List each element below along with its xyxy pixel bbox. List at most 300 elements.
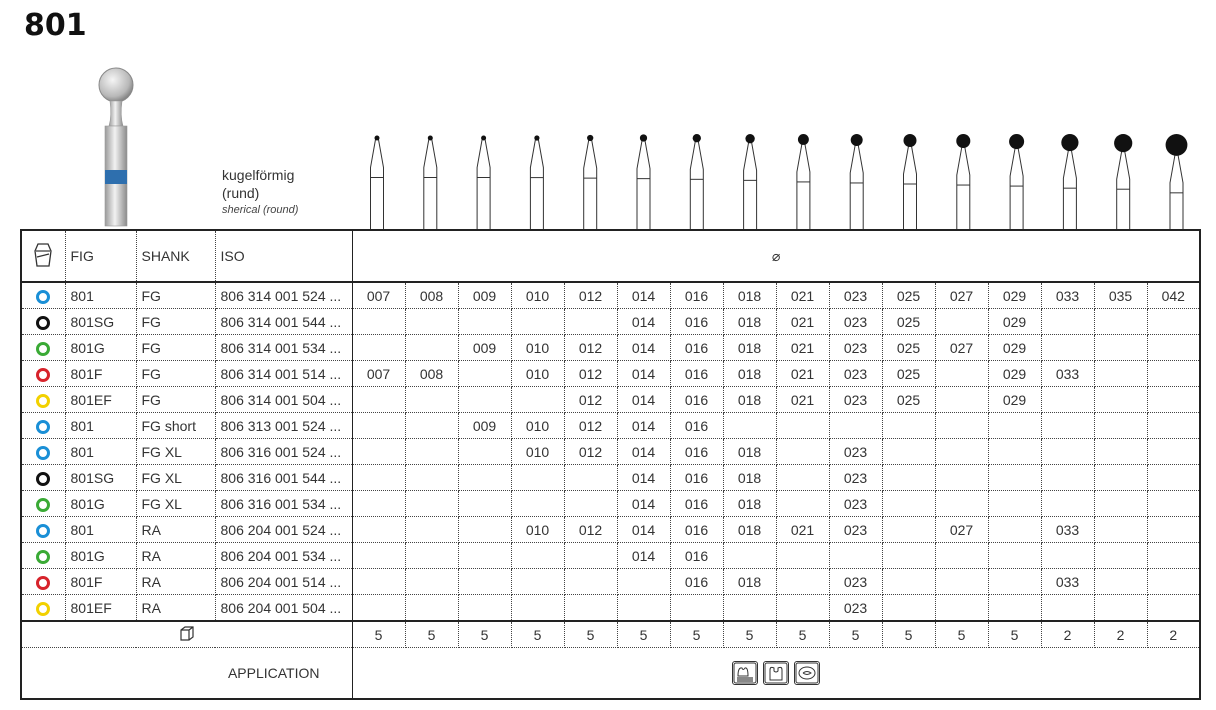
color-ring — [21, 569, 65, 595]
size-cell: 012 — [564, 439, 617, 465]
size-cell: 035 — [1094, 282, 1147, 309]
color-ring — [21, 387, 65, 413]
bur-illustration — [424, 136, 437, 230]
size-cell — [458, 543, 511, 569]
size-cell: 014 — [617, 282, 670, 309]
crown-icon — [763, 661, 789, 685]
size-cell: 014 — [617, 309, 670, 335]
size-cell — [1094, 491, 1147, 517]
size-cell: 016 — [670, 361, 723, 387]
size-cell — [935, 491, 988, 517]
size-cell — [935, 439, 988, 465]
color-ring — [21, 413, 65, 439]
size-cell: 025 — [882, 309, 935, 335]
size-cell: 016 — [670, 387, 723, 413]
size-cell — [776, 491, 829, 517]
size-cell — [1147, 517, 1200, 543]
size-cell: 009 — [458, 282, 511, 309]
size-cell — [1094, 569, 1147, 595]
size-cell — [935, 569, 988, 595]
description-german-2: (rund) — [222, 185, 260, 201]
pack-count-cell: 5 — [511, 621, 564, 648]
size-cell — [988, 595, 1041, 622]
table-row — [21, 439, 1200, 465]
product-table — [20, 229, 1201, 700]
size-cell — [564, 569, 617, 595]
size-cell — [1147, 465, 1200, 491]
size-cell — [458, 361, 511, 387]
size-cell — [670, 595, 723, 622]
fig-cell: 801G — [65, 335, 136, 361]
shank-cell: FG — [136, 335, 215, 361]
size-cell: 018 — [723, 282, 776, 309]
size-cell: 012 — [564, 517, 617, 543]
size-cell — [1147, 413, 1200, 439]
page-title: 801 — [24, 8, 87, 43]
fig-cell: 801EF — [65, 387, 136, 413]
color-ring — [21, 361, 65, 387]
size-cell: 023 — [829, 309, 882, 335]
size-cell: 014 — [617, 517, 670, 543]
bur-illustration — [530, 135, 543, 229]
size-cell: 016 — [670, 413, 723, 439]
pack-count-cell: 5 — [829, 621, 882, 648]
size-cell — [1147, 309, 1200, 335]
pack-count-cell: 5 — [935, 621, 988, 648]
size-cell — [458, 569, 511, 595]
size-cell: 010 — [511, 413, 564, 439]
size-cell: 042 — [1147, 282, 1200, 309]
size-cell: 021 — [776, 282, 829, 309]
size-cell — [511, 465, 564, 491]
size-cell — [776, 413, 829, 439]
size-cell — [352, 335, 405, 361]
size-cell — [405, 335, 458, 361]
size-cell — [511, 491, 564, 517]
bur-illustration — [797, 134, 810, 229]
table-row — [21, 491, 1200, 517]
size-cell — [988, 569, 1041, 595]
color-ring-icon — [36, 472, 50, 486]
size-cell: 029 — [988, 387, 1041, 413]
bur-illustration — [1114, 134, 1132, 229]
size-cell: 012 — [564, 413, 617, 439]
color-ring-icon — [36, 498, 50, 512]
size-cell — [352, 569, 405, 595]
column-iso: ISO — [215, 230, 352, 282]
color-ring — [21, 517, 65, 543]
size-cell — [564, 543, 617, 569]
size-cell: 010 — [511, 439, 564, 465]
size-cell — [1094, 361, 1147, 387]
size-cell: 018 — [723, 335, 776, 361]
color-ring-icon — [36, 290, 50, 304]
size-cell — [723, 543, 776, 569]
bur-illustration — [744, 134, 757, 229]
size-cell: 023 — [829, 595, 882, 622]
size-cell: 021 — [776, 517, 829, 543]
size-cell — [352, 465, 405, 491]
size-cell — [511, 569, 564, 595]
size-cell: 012 — [564, 282, 617, 309]
size-cell — [352, 543, 405, 569]
size-cell — [1147, 491, 1200, 517]
size-cell — [1041, 465, 1094, 491]
size-cell: 029 — [988, 309, 1041, 335]
table-row — [21, 517, 1200, 543]
application-row — [21, 648, 1200, 700]
size-cell — [1041, 543, 1094, 569]
size-cell — [882, 439, 935, 465]
size-cell: 029 — [988, 361, 1041, 387]
size-cell: 023 — [829, 491, 882, 517]
size-cell: 033 — [1041, 569, 1094, 595]
size-cell — [988, 439, 1041, 465]
size-cell — [1041, 335, 1094, 361]
table-header-row — [21, 230, 1200, 282]
size-cell — [405, 387, 458, 413]
fig-cell: 801F — [65, 569, 136, 595]
size-cell — [776, 569, 829, 595]
size-cell — [458, 439, 511, 465]
shank-cell: RA — [136, 543, 215, 569]
size-cell: 014 — [617, 335, 670, 361]
size-cell — [511, 595, 564, 622]
size-cell: 008 — [405, 282, 458, 309]
bur-illustration — [850, 134, 863, 229]
size-cell — [1094, 387, 1147, 413]
size-cell — [1094, 335, 1147, 361]
size-cell — [352, 439, 405, 465]
shank-cell: FG XL — [136, 439, 215, 465]
size-cell: 021 — [776, 335, 829, 361]
size-cell — [1147, 595, 1200, 622]
size-cell — [988, 491, 1041, 517]
size-cell — [1094, 517, 1147, 543]
size-cell: 023 — [829, 569, 882, 595]
shank-cell: FG short — [136, 413, 215, 439]
table-row — [21, 543, 1200, 569]
column-shank: SHANK — [136, 230, 215, 282]
size-cell: 018 — [723, 439, 776, 465]
size-cell — [1041, 309, 1094, 335]
size-cell: 025 — [882, 387, 935, 413]
size-cell — [511, 543, 564, 569]
size-cell: 027 — [935, 282, 988, 309]
size-cell: 016 — [670, 465, 723, 491]
size-cell — [935, 413, 988, 439]
color-ring-icon — [36, 446, 50, 460]
color-ring-icon — [36, 342, 50, 356]
size-cell: 007 — [352, 282, 405, 309]
size-cell — [935, 543, 988, 569]
size-cell: 010 — [511, 361, 564, 387]
bur-icon — [21, 230, 65, 282]
size-cell: 014 — [617, 543, 670, 569]
size-cell: 023 — [829, 335, 882, 361]
size-cell — [458, 309, 511, 335]
bur-illustration — [1166, 134, 1188, 229]
size-cell — [352, 595, 405, 622]
size-cell — [564, 595, 617, 622]
size-cell: 016 — [670, 282, 723, 309]
size-cell: 018 — [723, 517, 776, 543]
size-cell — [1147, 361, 1200, 387]
size-cell — [1041, 387, 1094, 413]
size-cell — [935, 465, 988, 491]
fig-cell: 801SG — [65, 309, 136, 335]
iso-cell: 806 204 001 504 ... — [215, 595, 352, 622]
pack-count-cell: 5 — [564, 621, 617, 648]
size-cell — [1094, 439, 1147, 465]
color-ring — [21, 282, 65, 309]
size-cell: 018 — [723, 491, 776, 517]
size-cell — [352, 309, 405, 335]
iso-cell: 806 316 001 544 ... — [215, 465, 352, 491]
size-cell: 018 — [723, 465, 776, 491]
shank-cell: FG — [136, 361, 215, 387]
size-cell — [1147, 439, 1200, 465]
shank-cell: FG XL — [136, 465, 215, 491]
bur-illustration — [477, 136, 490, 230]
bur-illustration — [1061, 134, 1078, 229]
size-cell: 010 — [511, 335, 564, 361]
pack-count-cell: 2 — [1041, 621, 1094, 648]
size-cell — [1147, 543, 1200, 569]
size-cell: 029 — [988, 335, 1041, 361]
size-cell — [882, 569, 935, 595]
iso-cell: 806 314 001 514 ... — [215, 361, 352, 387]
color-ring-icon — [36, 524, 50, 538]
fig-cell: 801 — [65, 517, 136, 543]
size-cell — [405, 413, 458, 439]
iso-cell: 806 204 001 524 ... — [215, 517, 352, 543]
iso-cell: 806 313 001 524 ... — [215, 413, 352, 439]
pack-count-row — [21, 621, 1200, 648]
size-cell — [882, 465, 935, 491]
size-cell — [935, 309, 988, 335]
fig-cell: 801F — [65, 361, 136, 387]
cavity-icon — [794, 661, 820, 685]
size-cell: 029 — [988, 282, 1041, 309]
table-row — [21, 387, 1200, 413]
shank-cell: RA — [136, 517, 215, 543]
pack-count-cell: 5 — [458, 621, 511, 648]
size-cell — [1041, 413, 1094, 439]
size-cell: 021 — [776, 387, 829, 413]
column-fig: FIG — [65, 230, 136, 282]
color-ring-icon — [36, 576, 50, 590]
size-cell — [988, 413, 1041, 439]
color-ring-icon — [36, 394, 50, 408]
bur-illustration — [371, 136, 384, 230]
size-cell: 023 — [829, 517, 882, 543]
size-cell — [352, 517, 405, 543]
table-row — [21, 361, 1200, 387]
size-cell — [935, 387, 988, 413]
iso-cell: 806 314 001 534 ... — [215, 335, 352, 361]
table-row — [21, 595, 1200, 622]
size-cell — [458, 465, 511, 491]
size-cell — [1094, 309, 1147, 335]
size-cell — [723, 413, 776, 439]
pack-count-cell: 5 — [405, 621, 458, 648]
table-row — [21, 569, 1200, 595]
size-cell — [776, 439, 829, 465]
size-cell — [988, 543, 1041, 569]
description-english: sherical (round) — [222, 204, 299, 216]
size-cell: 025 — [882, 361, 935, 387]
size-cell — [458, 595, 511, 622]
shank-cell: FG — [136, 282, 215, 309]
pack-count-cell: 5 — [776, 621, 829, 648]
shank-cell: FG XL — [136, 491, 215, 517]
bur-illustration — [956, 134, 970, 229]
size-cell: 023 — [829, 282, 882, 309]
size-cell: 023 — [829, 387, 882, 413]
bur-illustration — [690, 134, 703, 229]
color-ring — [21, 465, 65, 491]
size-cell: 027 — [935, 335, 988, 361]
size-cell: 025 — [882, 335, 935, 361]
fig-cell: 801 — [65, 413, 136, 439]
diameter-symbol: ⌀ — [771, 247, 780, 264]
size-cell: 010 — [511, 282, 564, 309]
size-cell: 021 — [776, 309, 829, 335]
fig-cell: 801G — [65, 543, 136, 569]
fig-cell: 801 — [65, 439, 136, 465]
size-cell — [458, 387, 511, 413]
size-cell — [405, 595, 458, 622]
iso-cell: 806 314 001 504 ... — [215, 387, 352, 413]
color-ring-icon — [36, 316, 50, 330]
size-cell — [776, 595, 829, 622]
bur-illustration — [1009, 134, 1024, 229]
size-cell: 016 — [670, 569, 723, 595]
size-cell: 018 — [723, 569, 776, 595]
size-cell — [511, 309, 564, 335]
iso-cell: 806 314 001 544 ... — [215, 309, 352, 335]
size-cell — [882, 543, 935, 569]
color-ring — [21, 335, 65, 361]
size-cell: 014 — [617, 387, 670, 413]
size-cell: 012 — [564, 387, 617, 413]
size-cell — [1094, 413, 1147, 439]
pack-count-cell: 2 — [1094, 621, 1147, 648]
bur-illustration — [584, 135, 597, 229]
size-cell — [458, 491, 511, 517]
bur-illustration — [904, 134, 917, 229]
size-cell: 016 — [670, 491, 723, 517]
size-cell — [405, 439, 458, 465]
size-cell — [564, 465, 617, 491]
size-cell — [1094, 595, 1147, 622]
size-cell — [882, 413, 935, 439]
size-cell: 018 — [723, 309, 776, 335]
size-cell — [1041, 491, 1094, 517]
size-cell: 014 — [617, 413, 670, 439]
size-cell: 027 — [935, 517, 988, 543]
size-cell — [988, 465, 1041, 491]
table-row — [21, 282, 1200, 309]
size-cell — [405, 569, 458, 595]
iso-cell: 806 316 001 534 ... — [215, 491, 352, 517]
size-cell: 021 — [776, 361, 829, 387]
size-cell: 023 — [829, 465, 882, 491]
size-cell — [1041, 439, 1094, 465]
iso-cell: 806 204 001 534 ... — [215, 543, 352, 569]
size-cell — [405, 465, 458, 491]
size-cell: 009 — [458, 413, 511, 439]
size-cell: 009 — [458, 335, 511, 361]
size-cell: 016 — [670, 335, 723, 361]
color-ring — [21, 543, 65, 569]
size-cell: 012 — [564, 361, 617, 387]
size-cell — [1094, 543, 1147, 569]
size-cell — [829, 413, 882, 439]
size-cell — [1147, 335, 1200, 361]
pack-count-cell: 5 — [352, 621, 405, 648]
size-cell — [617, 569, 670, 595]
table-row — [21, 413, 1200, 439]
size-cell — [1147, 569, 1200, 595]
application-icons — [352, 648, 1200, 700]
size-cell: 018 — [723, 387, 776, 413]
size-cell — [405, 543, 458, 569]
size-cell — [935, 361, 988, 387]
size-cell: 014 — [617, 361, 670, 387]
size-cell: 016 — [670, 517, 723, 543]
fig-cell: 801 — [65, 282, 136, 309]
size-cell — [882, 517, 935, 543]
color-ring — [21, 439, 65, 465]
size-cell — [988, 517, 1041, 543]
color-ring-icon — [36, 420, 50, 434]
size-cell — [882, 595, 935, 622]
pack-count-cell: 5 — [882, 621, 935, 648]
iso-cell: 806 204 001 514 ... — [215, 569, 352, 595]
column-diameter — [352, 230, 1200, 282]
size-cell — [776, 543, 829, 569]
table-row — [21, 465, 1200, 491]
size-cell: 016 — [670, 309, 723, 335]
size-cell: 018 — [723, 361, 776, 387]
size-cell — [352, 387, 405, 413]
pack-count-cell: 5 — [670, 621, 723, 648]
size-cell — [1147, 387, 1200, 413]
size-cell — [405, 517, 458, 543]
size-cell: 033 — [1041, 361, 1094, 387]
size-cell: 014 — [617, 491, 670, 517]
description-german: kugelförmig — [222, 167, 295, 183]
size-cell — [352, 491, 405, 517]
fig-cell: 801G — [65, 491, 136, 517]
iso-cell: 806 316 001 524 ... — [215, 439, 352, 465]
color-ring — [21, 595, 65, 622]
size-cell — [723, 595, 776, 622]
table-row — [21, 309, 1200, 335]
size-cell: 023 — [829, 439, 882, 465]
size-cell — [564, 309, 617, 335]
tooth-preparation-icon — [732, 661, 758, 685]
fig-cell: 801EF — [65, 595, 136, 622]
size-cell: 008 — [405, 361, 458, 387]
size-cell — [458, 517, 511, 543]
package-icon — [21, 621, 352, 648]
color-ring-icon — [36, 602, 50, 616]
size-cell — [405, 309, 458, 335]
size-cell: 014 — [617, 439, 670, 465]
